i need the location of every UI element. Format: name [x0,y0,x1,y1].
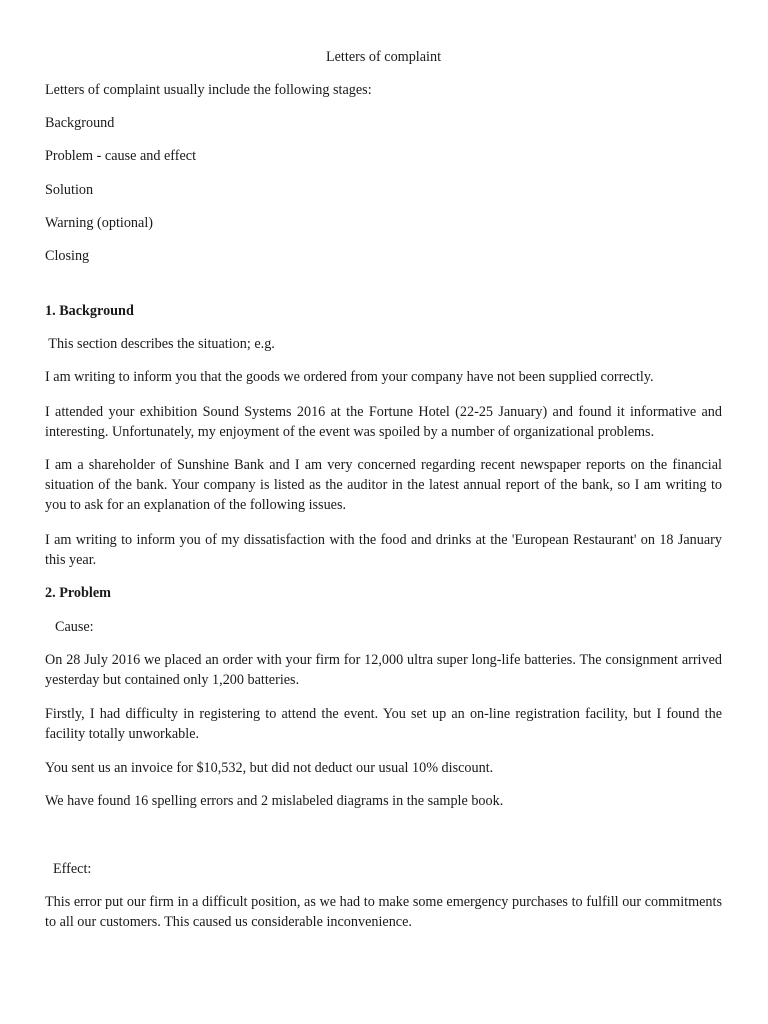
effect-paragraph: This error put our firm in a difficult position, as we had to make some emergency purchases to fulfill our commitments to all our customers. This caused us considerable inconvenience. [45,894,722,930]
document-title: Letters of complaint [325,49,442,65]
stage-item: Problem - cause and effect [45,148,197,164]
example-paragraph: I attended your exhibition Sound Systems 2016 at the Fortune Hotel (22-25 January) and found it informative and interesting. Unfortunately, my enjoyment of the event was spoiled by a number of organizational problems. [45,404,722,440]
effect-label: Effect: [53,861,92,877]
intro-text: Letters of complaint usually include the following stages: [45,82,372,98]
stage-item: Background [45,115,115,131]
cause-paragraph: Firstly, I had difficulty in registering to attend the event. You set up an on-line registration facility, but I found the facility totally unworkable. [45,706,722,742]
section-heading-background: 1. Background [45,303,134,319]
section-description: This section describes the situation; e.g. [45,336,275,352]
cause-label: Cause: [55,619,94,635]
stage-item: Closing [45,248,90,264]
example-paragraph: I am a shareholder of Sunshine Bank and I am very concerned regarding recent newspaper reports on the financial situation of the bank. Your company is listed as the auditor in the latest annual report of the bank, so I am writing to you to ask for an explanation of the following issues. [45,457,722,513]
cause-paragraph: We have found 16 spelling errors and 2 mislabeled diagrams in the sample book. [45,793,504,809]
stage-item: Warning (optional) [45,215,153,231]
cause-paragraph: You sent us an invoice for $10,532, but did not deduct our usual 10% discount. [45,760,494,776]
cause-paragraph: On 28 July 2016 we placed an order with your firm for 12,000 ultra super long-life batteries. The consignment arrived yesterday but contained only 1,200 batteries. [45,652,722,688]
example-paragraph: I am writing to inform you of my dissatisfaction with the food and drinks at the 'European Restaurant' on 18 January this year. [45,532,722,568]
stage-item: Solution [45,182,94,198]
section-heading-problem: 2. Problem [45,585,111,601]
example-paragraph: I am writing to inform you that the goods we ordered from your company have not been supplied correctly. [45,369,654,385]
